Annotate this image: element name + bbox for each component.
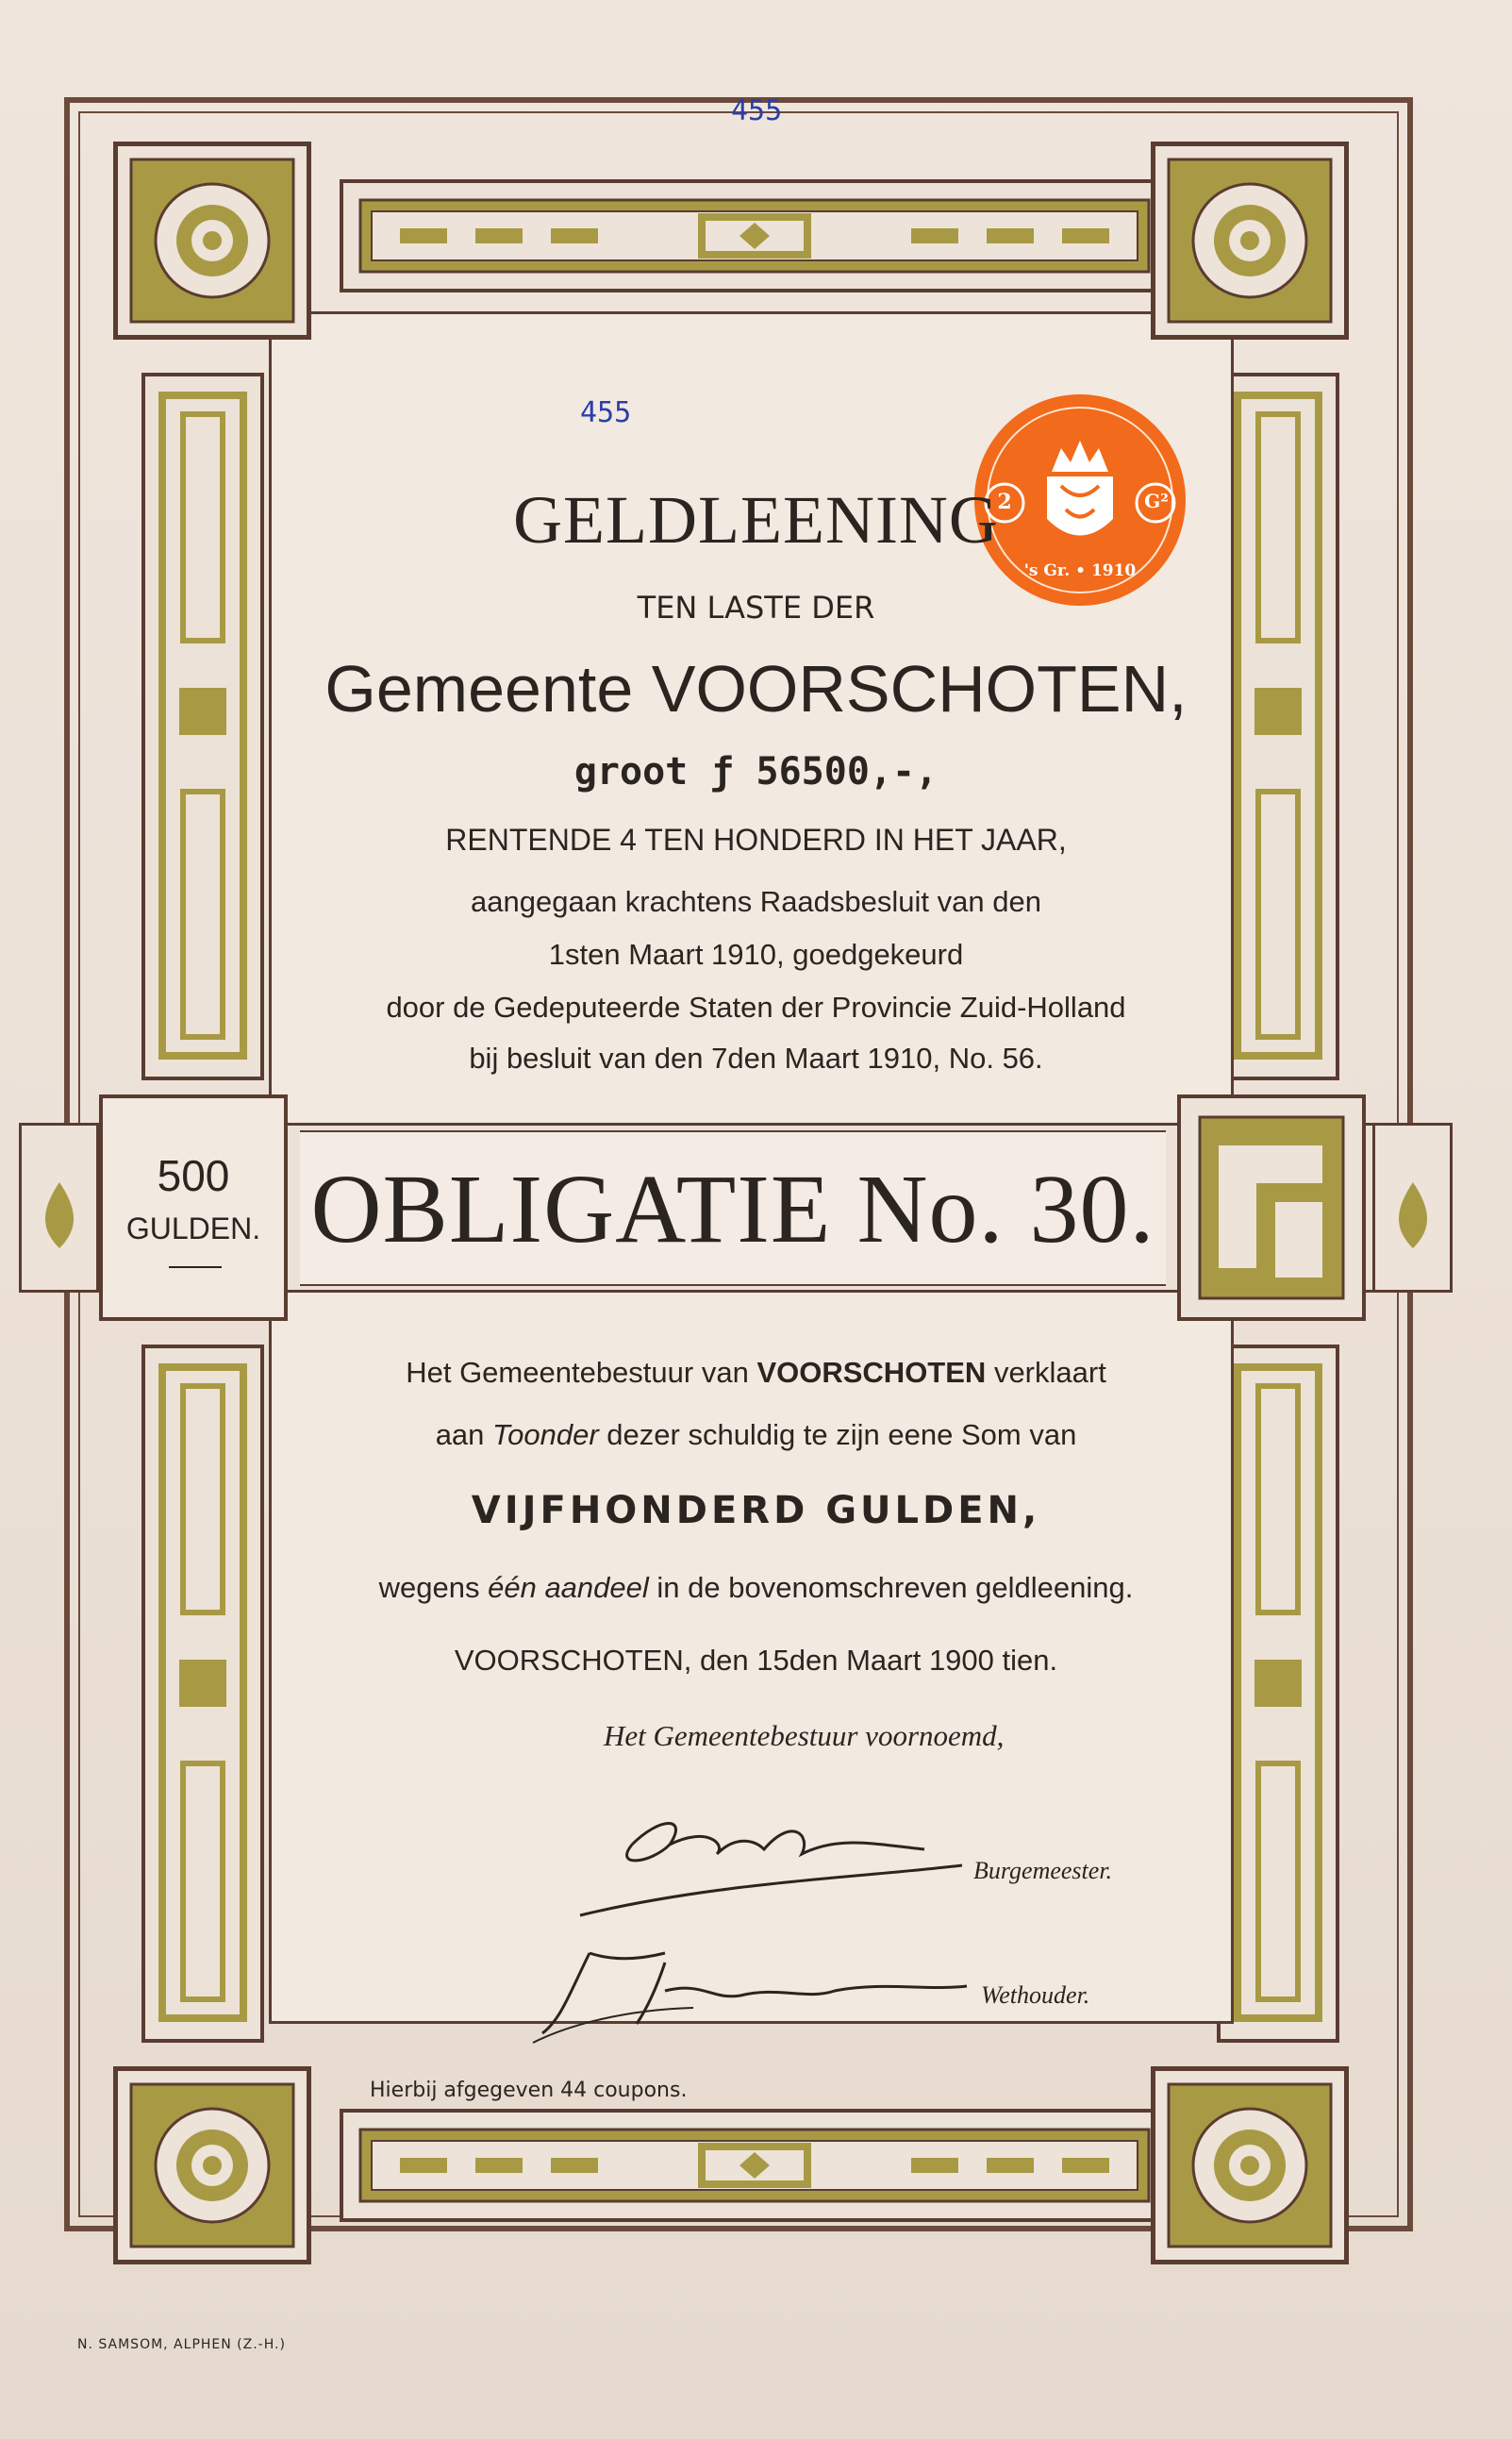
corner-ornament-top-right bbox=[1151, 142, 1349, 340]
loan-title: GELDLEENING bbox=[513, 482, 999, 558]
authorization-line-2: 1sten Maart 1910, goedgekeurd bbox=[548, 938, 964, 971]
corner-ornament-bottom-left bbox=[113, 2066, 311, 2264]
board-named: Het Gemeentebestuur voornoemd, bbox=[604, 1719, 1005, 1752]
coupons-note: Hierbij afgegeven 44 coupons. bbox=[370, 2079, 688, 2102]
alderman-title: Wethouder. bbox=[981, 1981, 1090, 2009]
bottom-ornament-bar bbox=[340, 2109, 1170, 2222]
share-term: één aandeel bbox=[488, 1571, 649, 1604]
authorization-line-4: bij besluit van den 7den Maart 1910, No. 56. bbox=[469, 1042, 1043, 1075]
obligation-banner bbox=[300, 1130, 1166, 1286]
stamped-number-inner: 455 bbox=[580, 396, 632, 429]
board-name: Gemeentebestuur bbox=[459, 1356, 694, 1389]
denomination-unit: GULDEN. bbox=[125, 1211, 261, 1245]
right-upper-column bbox=[1217, 373, 1339, 1080]
declaration-line-3 bbox=[0, 1571, 1512, 1605]
authorization-line-1: aangegaan krachtens Raadsbesluit van den bbox=[471, 885, 1041, 918]
tax-stamp-text: 's Gr. • 1910 bbox=[1023, 561, 1137, 580]
title-band-left-end bbox=[19, 1123, 99, 1293]
top-meander-pattern bbox=[343, 183, 1166, 289]
town-name: VOORSCHOTEN bbox=[756, 1356, 987, 1389]
sum-in-words: VIJFHONDERD GULDEN, bbox=[471, 1489, 1041, 1532]
top-ornament-bar bbox=[340, 179, 1170, 292]
declaration-word: in de bovenomschreven geldleening. bbox=[656, 1571, 1134, 1604]
loan-amount: groot ƒ 56500,-, bbox=[573, 750, 939, 794]
denomination-box bbox=[99, 1094, 288, 1321]
denomination-rule bbox=[169, 1266, 222, 1268]
place-and-date: VOORSCHOTEN, den 15den Maart 1900 tien. bbox=[454, 1644, 1058, 1677]
municipality-prefix: Gemeente bbox=[324, 652, 634, 726]
printer-imprint: N. SAMSOM, ALPHEN (Z.-H.) bbox=[77, 2337, 286, 2352]
declaration-word: aan bbox=[435, 1418, 485, 1451]
declaration-word: dezer schuldig te zijn eene Som van bbox=[606, 1418, 1077, 1451]
tax-stamp-right-value: G² bbox=[1144, 490, 1169, 512]
bottom-meander-pattern bbox=[343, 2113, 1166, 2218]
corner-ornament-bottom-right bbox=[1151, 2066, 1349, 2264]
mayor-signature bbox=[575, 1779, 972, 1925]
left-upper-column bbox=[141, 373, 264, 1080]
interest-rate: RENTENDE 4 TEN HONDERD IN HET JAAR, bbox=[445, 823, 1067, 857]
alderman-signature bbox=[523, 1934, 976, 2052]
declaration-word: Het bbox=[406, 1356, 452, 1389]
municipality-name: VOORSCHOTEN, bbox=[651, 652, 1188, 726]
stamped-number-top: 455 bbox=[731, 94, 783, 127]
declaration-line-1 bbox=[0, 1356, 1512, 1390]
declaration-word: wegens bbox=[378, 1571, 480, 1604]
authorization-line-3: door de Gedeputeerde Staten der Provincie Zuid-Holland bbox=[386, 991, 1126, 1024]
tax-stamp-left-value: 2 bbox=[997, 490, 1012, 514]
denomination-value: 500 bbox=[157, 1151, 230, 1200]
corner-ornament-top-left bbox=[113, 142, 311, 340]
title-band-right-end bbox=[1372, 1123, 1453, 1293]
municipality-line bbox=[0, 651, 1512, 727]
declaration-word: verklaart bbox=[993, 1356, 1106, 1389]
declaration-word: van bbox=[701, 1356, 749, 1389]
obligation-title: OBLIGATIE No. 30. bbox=[310, 1155, 1155, 1263]
mayor-title: Burgemeester. bbox=[973, 1857, 1113, 1884]
bearer-term: Toonder bbox=[492, 1418, 599, 1451]
band-ornament-right bbox=[1177, 1094, 1366, 1321]
declaration-line-2 bbox=[0, 1418, 1512, 1452]
loan-subtitle: TEN LASTE DER bbox=[637, 590, 875, 626]
